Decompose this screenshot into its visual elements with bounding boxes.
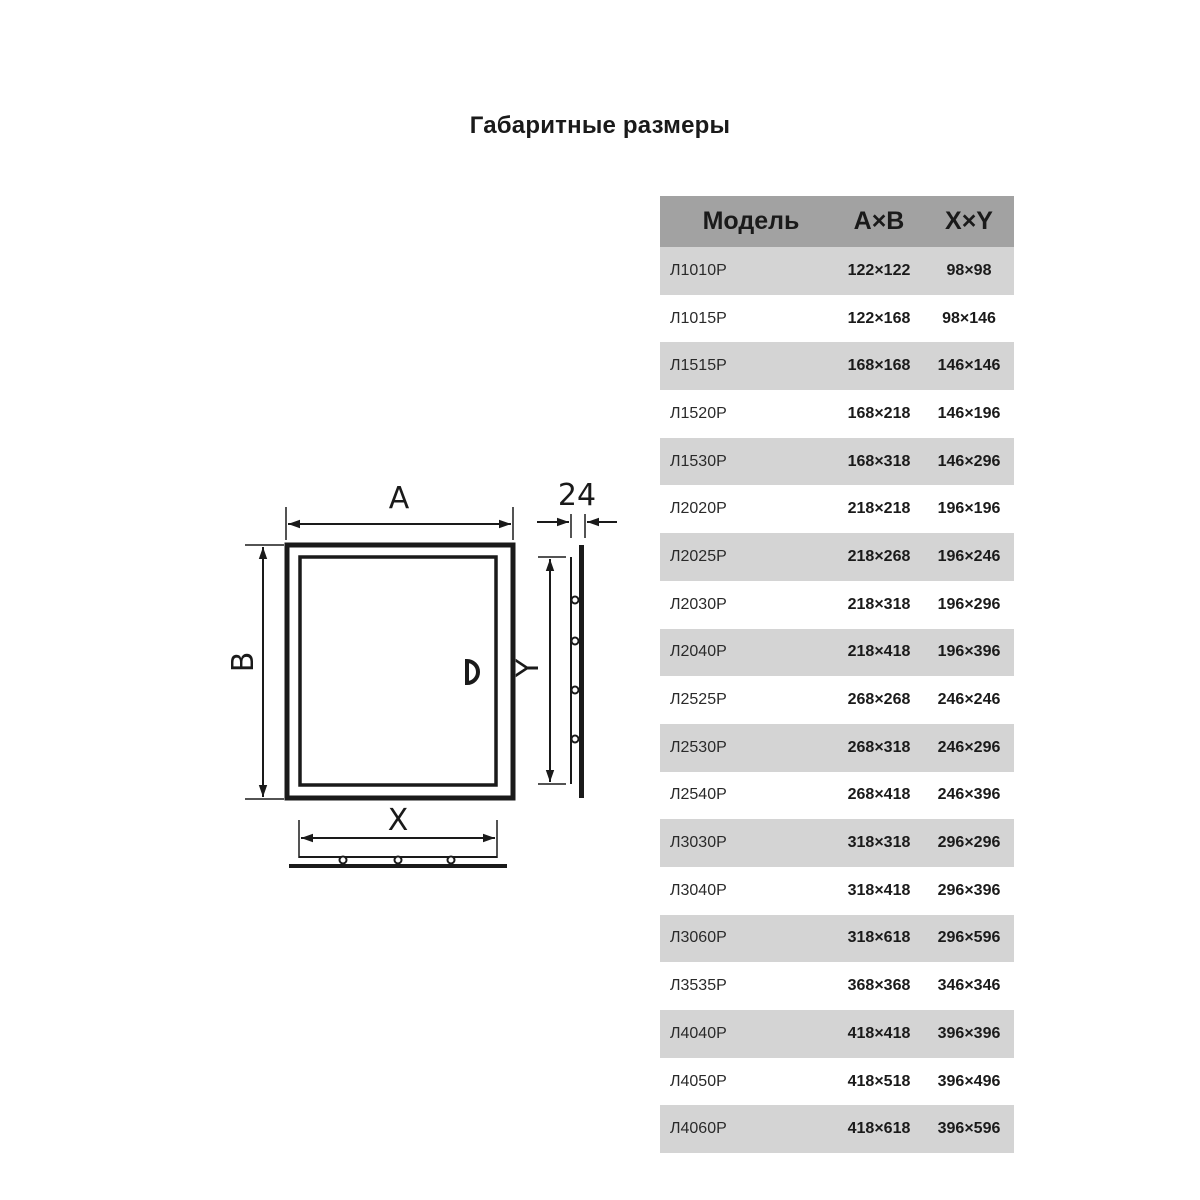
cell-model: Л4050Р [670, 1072, 727, 1090]
dimension-b [226, 545, 284, 799]
cell-xy: 98×146 [942, 309, 996, 327]
table-row [660, 295, 1014, 343]
cell-model: Л3535Р [670, 977, 727, 995]
cell-xy: 246×246 [937, 691, 1001, 709]
table-row [660, 1010, 1014, 1058]
header-xy: X×Y [924, 196, 1014, 247]
dimension-label-b: B [226, 651, 261, 673]
table-row [660, 962, 1014, 1010]
cell-xy: 146×146 [924, 342, 1014, 390]
cell-model: Л1010Р [660, 247, 834, 295]
cell-ab: 168×318 [834, 438, 924, 486]
cell-ab: 268×318 [834, 724, 924, 772]
cell-ab: 268×418 [847, 786, 911, 804]
lock-icon [467, 661, 478, 683]
header-ab: A×B [834, 196, 924, 247]
cell-model: Л2040Р [660, 629, 834, 677]
cell-model: Л4040Р [660, 1010, 834, 1058]
cell-model: Л3040Р [670, 881, 727, 899]
table-row [660, 390, 1014, 438]
cell-ab: 218×418 [834, 629, 924, 677]
header-model: Модель [660, 196, 834, 247]
cell-ab: 168×168 [834, 342, 924, 390]
cell-model: Л1530Р [660, 438, 834, 486]
dimension-label-x: X [387, 803, 409, 838]
front-view [287, 545, 513, 798]
cell-ab: 318×618 [834, 915, 924, 963]
table-body [660, 247, 1014, 1153]
cell-xy: 396×596 [924, 1105, 1014, 1153]
cell-ab: 218×318 [847, 595, 911, 613]
cell-model: Л2530Р [660, 724, 834, 772]
table-row [660, 247, 1014, 295]
cell-ab: 122×122 [834, 247, 924, 295]
dimension-label-a: A [388, 481, 410, 516]
cell-xy: 396×496 [937, 1072, 1001, 1090]
cell-xy: 196×296 [937, 595, 1001, 613]
cell-xy: 396×396 [924, 1010, 1014, 1058]
cell-xy: 196×246 [924, 533, 1014, 581]
cell-xy: 196×196 [937, 500, 1001, 518]
cell-model: Л2525Р [670, 691, 727, 709]
dimensions-table [660, 196, 1014, 1153]
table-row [660, 867, 1014, 915]
cell-ab: 218×268 [834, 533, 924, 581]
cell-ab: 218×218 [847, 500, 911, 518]
table-row [660, 915, 1014, 963]
side-view [511, 478, 617, 798]
cell-model: Л1520Р [670, 404, 727, 422]
cell-ab: 418×518 [847, 1072, 911, 1090]
bottom-view [289, 803, 507, 868]
cell-xy: 296×296 [924, 819, 1014, 867]
table-row [660, 772, 1014, 820]
table-row [660, 1105, 1014, 1153]
cell-ab: 318×418 [847, 881, 911, 899]
cell-model: Л2020Р [670, 500, 727, 518]
cell-model: Л2025Р [660, 533, 834, 581]
cell-model: Л4060Р [660, 1105, 834, 1153]
cell-ab: 168×218 [847, 404, 911, 422]
dimension-label-y: Y [511, 658, 546, 678]
table-row [660, 342, 1014, 390]
cell-xy: 146×196 [937, 404, 1001, 422]
table-row [660, 676, 1014, 724]
cell-model: Л1015Р [670, 309, 727, 327]
cell-ab: 418×618 [834, 1105, 924, 1153]
cell-xy: 98×98 [924, 247, 1014, 295]
cell-xy: 346×346 [937, 977, 1001, 995]
page-title: Габаритные размеры [469, 112, 731, 139]
cell-xy: 296×396 [937, 881, 1001, 899]
cell-ab: 318×318 [834, 819, 924, 867]
cell-ab: 122×168 [847, 309, 911, 327]
table-row [660, 724, 1014, 772]
table-row [660, 819, 1014, 867]
cell-model: Л1515Р [660, 342, 834, 390]
cell-ab: 268×268 [847, 691, 911, 709]
table-row [660, 533, 1014, 581]
cell-model: Л2030Р [670, 595, 727, 613]
cell-xy: 146×296 [924, 438, 1014, 486]
table-row [660, 629, 1014, 677]
table-header-row [660, 196, 1014, 247]
table-row [660, 485, 1014, 533]
cell-xy: 196×396 [924, 629, 1014, 677]
cell-xy: 246×396 [937, 786, 1001, 804]
dimension-a [286, 481, 513, 540]
cell-xy: 246×296 [924, 724, 1014, 772]
cell-model: Л3060Р [660, 915, 834, 963]
cell-model: Л3030Р [660, 819, 834, 867]
cell-xy: 296×596 [924, 915, 1014, 963]
table-row [660, 581, 1014, 629]
table-row [660, 1058, 1014, 1106]
cell-model: Л2540Р [670, 786, 727, 804]
cell-ab: 368×368 [847, 977, 911, 995]
cell-ab: 418×418 [834, 1010, 924, 1058]
table-row [660, 438, 1014, 486]
dimension-label-depth: 24 [557, 478, 597, 513]
